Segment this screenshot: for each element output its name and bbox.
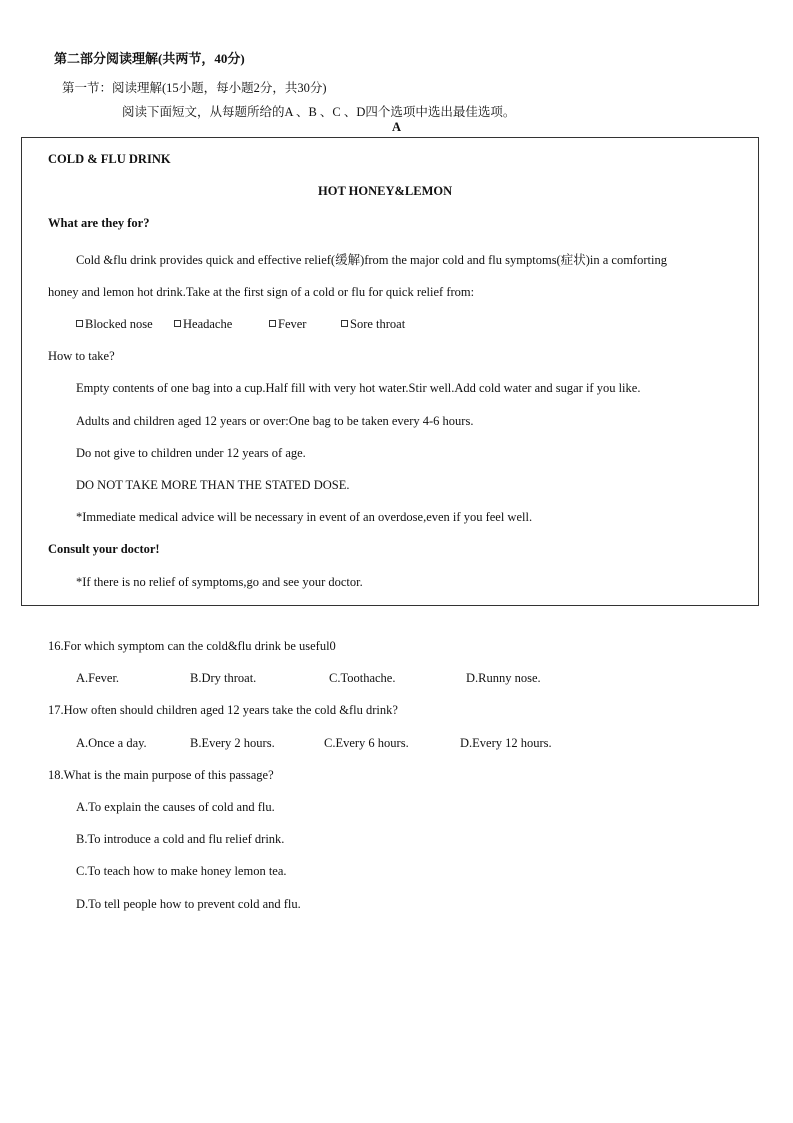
answer-option: A.Once a day.: [76, 736, 147, 750]
answer-option: D.Runny nose.: [466, 671, 541, 685]
instruction-line: Do not give to children under 12 years of age.: [76, 446, 306, 460]
instruction-line: *Immediate medical advice will be necessary in event of an overdose,even if you feel well.: [76, 510, 533, 524]
checkbox-icon: [269, 320, 276, 327]
heading-consult: Consult your doctor!: [48, 542, 160, 556]
instruction-line: Empty contents of one bag into a cup.Half fill with very hot water.Stir well.Add cold water and sugar if you like.: [76, 381, 641, 395]
answer-option: B.To introduce a cold and flu relief drink.: [76, 832, 285, 846]
heading-what-for: What are they for?: [48, 216, 150, 230]
answer-option: A.Fever.: [76, 671, 120, 685]
symptom-label: Fever: [278, 317, 307, 331]
answer-option: D.To tell people how to prevent cold and flu.: [76, 897, 301, 911]
passage-box: [21, 137, 759, 606]
para1-line2: honey and lemon hot drink.Take at the first sign of a cold or flu for quick relief from:: [48, 285, 475, 299]
question-stem: 16.For which symptom can the cold&flu drink be useful0: [48, 639, 336, 653]
question-stem: 17.How often should children aged 12 years take the cold &flu drink?: [48, 703, 398, 717]
checkbox-icon: [76, 320, 83, 327]
heading-how-to-take: How to take?: [48, 349, 115, 363]
answer-option: C.Every 6 hours.: [324, 736, 409, 750]
answer-option: B.Every 2 hours.: [190, 736, 275, 750]
answer-option: C.Toothache.: [329, 671, 396, 685]
symptom-item: [341, 317, 405, 332]
symptom-label: Sore throat: [350, 317, 406, 331]
question-stem: 18.What is the main purpose of this passage?: [48, 768, 274, 782]
checkbox-icon: [174, 320, 181, 327]
answer-option: C.To teach how to make honey lemon tea.: [76, 864, 287, 878]
symptom-label: Headache: [183, 317, 233, 331]
symptom-item: [76, 317, 153, 332]
instruction-line: DO NOT TAKE MORE THAN THE STATED DOSE.: [76, 478, 350, 492]
instruction-line: Adults and children aged 12 years or over:One bag to be taken every 4-6 hours.: [76, 414, 474, 428]
answer-option: A.To explain the causes of cold and flu.: [76, 800, 275, 814]
para1-line1: Cold &flu drink provides quick and effective relief(缓解)from the major cold and flu symptoms(症状)in a comforting: [76, 253, 667, 267]
symptom-label: Blocked nose: [85, 317, 153, 331]
instruction: 阅读下面短文，从每题所给的A 、B 、C 、D四个选项中选出最佳选项。: [122, 105, 516, 119]
checkbox-icon: [341, 320, 348, 327]
product-subtitle: HOT HONEY&LEMON: [318, 184, 453, 198]
symptom-item: [269, 317, 306, 332]
part-title: 第二部分阅读理解(共两节，40分): [54, 51, 245, 66]
answer-option: D.Every 12 hours.: [460, 736, 552, 750]
answer-option: B.Dry throat.: [190, 671, 257, 685]
product-name: COLD & FLU DRINK: [48, 152, 171, 166]
passage-label: A: [392, 120, 402, 134]
consult-note: *If there is no relief of symptoms,go and see your doctor.: [76, 575, 363, 589]
section-title: 第一节：阅读理解(15小题，每小题2分，共30分): [62, 81, 327, 95]
symptom-item: [174, 317, 232, 332]
